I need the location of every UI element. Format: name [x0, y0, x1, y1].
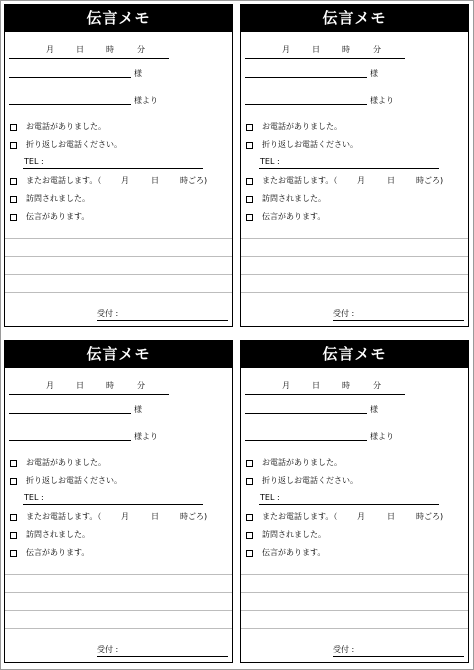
received-field[interactable] — [333, 320, 464, 321]
received-label: 受付 : — [333, 309, 355, 318]
date-underline — [245, 394, 405, 395]
sender-field[interactable] — [245, 104, 367, 105]
note-line — [5, 592, 232, 593]
again-time-label: 時ごろ) — [180, 176, 208, 185]
call-back-label: 折り返しお電話ください。 — [26, 476, 122, 485]
again-month-label: 月 — [357, 176, 365, 185]
received-field[interactable] — [97, 320, 228, 321]
tel-field[interactable] — [23, 168, 203, 169]
called-label: お電話がありました。 — [26, 458, 106, 467]
hour-label: 時 — [106, 45, 114, 54]
called-label: お電話がありました。 — [26, 122, 106, 131]
tel-field[interactable] — [23, 504, 203, 505]
visited-label: 訪問されました。 — [262, 194, 326, 203]
day-label: 日 — [312, 45, 320, 54]
again-day-label: 日 — [387, 176, 395, 185]
call-back-label: 折り返しお電話ください。 — [262, 476, 358, 485]
message-label: 伝言があります。 — [262, 212, 326, 221]
called-checkbox[interactable] — [246, 460, 253, 467]
sender-suffix: 様より — [370, 96, 394, 105]
note-line — [5, 610, 232, 611]
note-line — [241, 628, 468, 629]
note-line — [241, 610, 468, 611]
recipient-suffix: 様 — [370, 69, 378, 78]
note-line — [5, 628, 232, 629]
received-field[interactable] — [97, 656, 228, 657]
again-time-label: 時ごろ) — [180, 512, 208, 521]
again-day-label: 日 — [151, 176, 159, 185]
minute-label: 分 — [137, 381, 145, 390]
recipient-field[interactable] — [9, 77, 131, 78]
will-call-again-checkbox[interactable] — [246, 514, 253, 521]
will-call-again-checkbox[interactable] — [10, 178, 17, 185]
will-call-again-label: またお電話します。（ — [26, 512, 102, 521]
hour-label: 時 — [342, 381, 350, 390]
recipient-field[interactable] — [245, 413, 367, 414]
visited-checkbox[interactable] — [10, 196, 17, 203]
called-checkbox[interactable] — [10, 124, 17, 131]
sender-suffix: 様より — [134, 96, 158, 105]
called-label: お電話がありました。 — [262, 122, 342, 131]
month-label: 月 — [46, 381, 54, 390]
called-checkbox[interactable] — [246, 124, 253, 131]
again-month-label: 月 — [357, 512, 365, 521]
day-label: 日 — [312, 381, 320, 390]
memo-title: 伝言メモ — [5, 5, 232, 32]
note-line — [5, 574, 232, 575]
tel-field[interactable] — [259, 168, 439, 169]
called-checkbox[interactable] — [10, 460, 17, 467]
memo-title: 伝言メモ — [241, 5, 468, 32]
received-label: 受付 : — [333, 645, 355, 654]
received-label: 受付 : — [97, 309, 119, 318]
memo-title: 伝言メモ — [5, 341, 232, 368]
visited-checkbox[interactable] — [10, 532, 17, 539]
will-call-again-checkbox[interactable] — [246, 178, 253, 185]
visited-label: 訪問されました。 — [26, 194, 90, 203]
visited-checkbox[interactable] — [246, 532, 253, 539]
note-line — [5, 238, 232, 239]
note-line — [241, 592, 468, 593]
message-memo — [4, 4, 233, 327]
recipient-suffix: 様 — [134, 69, 142, 78]
minute-label: 分 — [373, 381, 381, 390]
recipient-suffix: 様 — [370, 405, 378, 414]
again-time-label: 時ごろ) — [416, 512, 444, 521]
again-day-label: 日 — [151, 512, 159, 521]
hour-label: 時 — [342, 45, 350, 54]
called-label: お電話がありました。 — [262, 458, 342, 467]
date-underline — [245, 58, 405, 59]
sender-field[interactable] — [245, 440, 367, 441]
received-field[interactable] — [333, 656, 464, 657]
tel-field[interactable] — [259, 504, 439, 505]
minute-label: 分 — [373, 45, 381, 54]
note-line — [241, 292, 468, 293]
message-label: 伝言があります。 — [26, 548, 90, 557]
tel-label: TEL : — [260, 157, 280, 166]
note-line — [5, 292, 232, 293]
visited-label: 訪問されました。 — [262, 530, 326, 539]
note-line — [241, 256, 468, 257]
call-back-label: 折り返しお電話ください。 — [262, 140, 358, 149]
message-checkbox[interactable] — [10, 214, 17, 221]
recipient-field[interactable] — [245, 77, 367, 78]
hour-label: 時 — [106, 381, 114, 390]
tel-label: TEL : — [260, 493, 280, 502]
message-label: 伝言があります。 — [26, 212, 90, 221]
day-label: 日 — [76, 381, 84, 390]
visited-label: 訪問されました。 — [26, 530, 90, 539]
sender-field[interactable] — [9, 104, 131, 105]
date-underline — [9, 58, 169, 59]
message-checkbox[interactable] — [246, 550, 253, 557]
date-underline — [9, 394, 169, 395]
again-month-label: 月 — [121, 512, 129, 521]
call-back-label: 折り返しお電話ください。 — [26, 140, 122, 149]
call-back-checkbox[interactable] — [246, 142, 253, 149]
message-memo — [240, 340, 469, 663]
month-label: 月 — [282, 45, 290, 54]
sender-suffix: 様より — [134, 432, 158, 441]
message-checkbox[interactable] — [10, 550, 17, 557]
again-day-label: 日 — [387, 512, 395, 521]
call-back-checkbox[interactable] — [10, 478, 17, 485]
recipient-suffix: 様 — [134, 405, 142, 414]
minute-label: 分 — [137, 45, 145, 54]
month-label: 月 — [282, 381, 290, 390]
note-line — [241, 274, 468, 275]
will-call-again-checkbox[interactable] — [10, 514, 17, 521]
received-label: 受付 : — [97, 645, 119, 654]
month-label: 月 — [46, 45, 54, 54]
message-label: 伝言があります。 — [262, 548, 326, 557]
message-memo — [4, 340, 233, 663]
note-line — [241, 574, 468, 575]
again-time-label: 時ごろ) — [416, 176, 444, 185]
tel-label: TEL : — [24, 157, 44, 166]
call-back-checkbox[interactable] — [246, 478, 253, 485]
will-call-again-label: またお電話します。（ — [26, 176, 102, 185]
note-line — [5, 274, 232, 275]
sender-field[interactable] — [9, 440, 131, 441]
day-label: 日 — [76, 45, 84, 54]
recipient-field[interactable] — [9, 413, 131, 414]
visited-checkbox[interactable] — [246, 196, 253, 203]
call-back-checkbox[interactable] — [10, 142, 17, 149]
message-memo — [240, 4, 469, 327]
note-line — [5, 256, 232, 257]
sender-suffix: 様より — [370, 432, 394, 441]
note-line — [241, 238, 468, 239]
again-month-label: 月 — [121, 176, 129, 185]
will-call-again-label: またお電話します。（ — [262, 176, 338, 185]
will-call-again-label: またお電話します。（ — [262, 512, 338, 521]
tel-label: TEL : — [24, 493, 44, 502]
message-checkbox[interactable] — [246, 214, 253, 221]
memo-title: 伝言メモ — [241, 341, 468, 368]
